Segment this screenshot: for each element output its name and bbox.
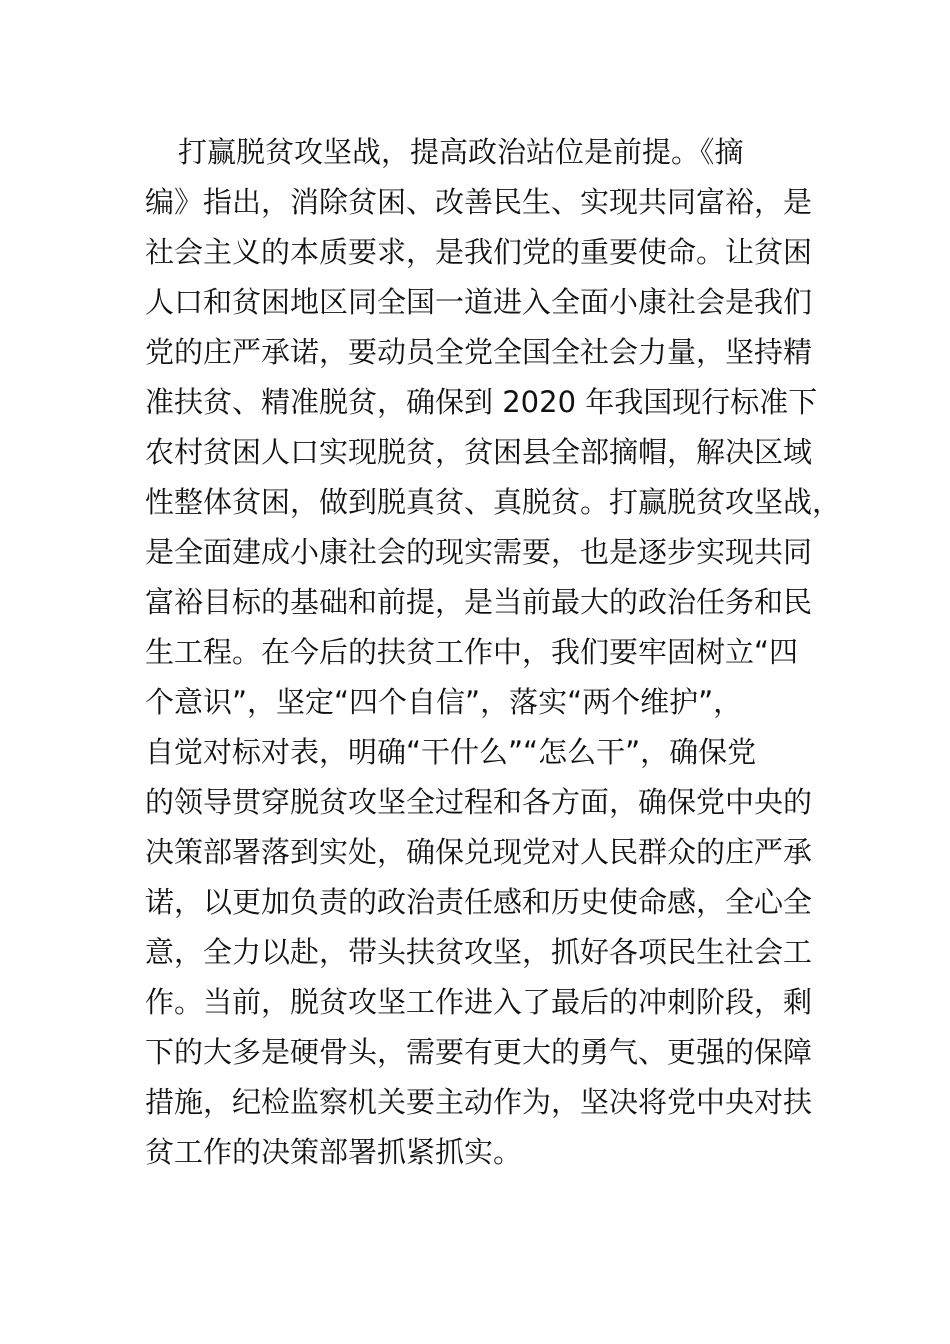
- paragraph-line: 下的大多是硬骨头，需要有更大的勇气、更强的保障: [145, 1035, 813, 1069]
- paragraph-line: 作。当前，脱贫攻坚工作进入了最后的冲刺阶段，剩: [145, 985, 813, 1019]
- paragraph-line: 自觉对标对表，明确“干什么”“怎么干”，确保党: [145, 735, 757, 769]
- paragraph-line: 决策部署落到实处，确保兑现党对人民群众的庄严承: [145, 835, 813, 869]
- paragraph-line: 社会主义的本质要求，是我们党的重要使命。让贫困: [145, 235, 813, 269]
- paragraph-line: 准扶贫、精准脱贫，确保到 2020 年我国现行标准下: [145, 385, 818, 419]
- paragraph-line: 的领导贯穿脱贫攻坚全过程和各方面，确保党中央的: [145, 785, 813, 819]
- paragraph-line: 诺，以更加负责的政治责任感和历史使命感，全心全: [145, 885, 813, 919]
- paragraph-line: 贫工作的决策部署抓紧抓实。: [145, 1135, 523, 1169]
- paragraph-line: 编》指出，消除贫困、改善民生、实现共同富裕，是: [145, 185, 813, 219]
- paragraph-line: 人口和贫困地区同全国一道进入全面小康社会是我们: [145, 285, 813, 319]
- paragraph-line: 性整体贫困，做到脱真贫、真脱贫。打赢脱贫攻坚战，: [145, 485, 842, 519]
- paragraph-line: 意，全力以赴，带头扶贫攻坚，抓好各项民生社会工: [145, 935, 813, 969]
- paragraph-line: 是全面建成小康社会的现实需要，也是逐步实现共同: [145, 535, 813, 569]
- paragraph-line: 生工程。在今后的扶贫工作中，我们要牢固树立“四: [145, 635, 799, 669]
- body-paragraph: [145, 127, 842, 1177]
- paragraph-line: 个意识”，坚定“四个自信”，落实“两个维护”，: [145, 685, 743, 719]
- paragraph-line: 措施，纪检监察机关要主动作为，坚决将党中央对扶: [145, 1085, 813, 1119]
- paragraph-line: 农村贫困人口实现脱贫，贫困县全部摘帽，解决区域: [145, 435, 813, 469]
- paragraph-line: 富裕目标的基础和前提，是当前最大的政治任务和民: [145, 585, 813, 619]
- paragraph-line: 党的庄严承诺，要动员全党全国全社会力量，坚持精: [145, 335, 813, 369]
- paragraph-line: 打赢脱贫攻坚战，提高政治站位是前提。《摘: [178, 135, 744, 169]
